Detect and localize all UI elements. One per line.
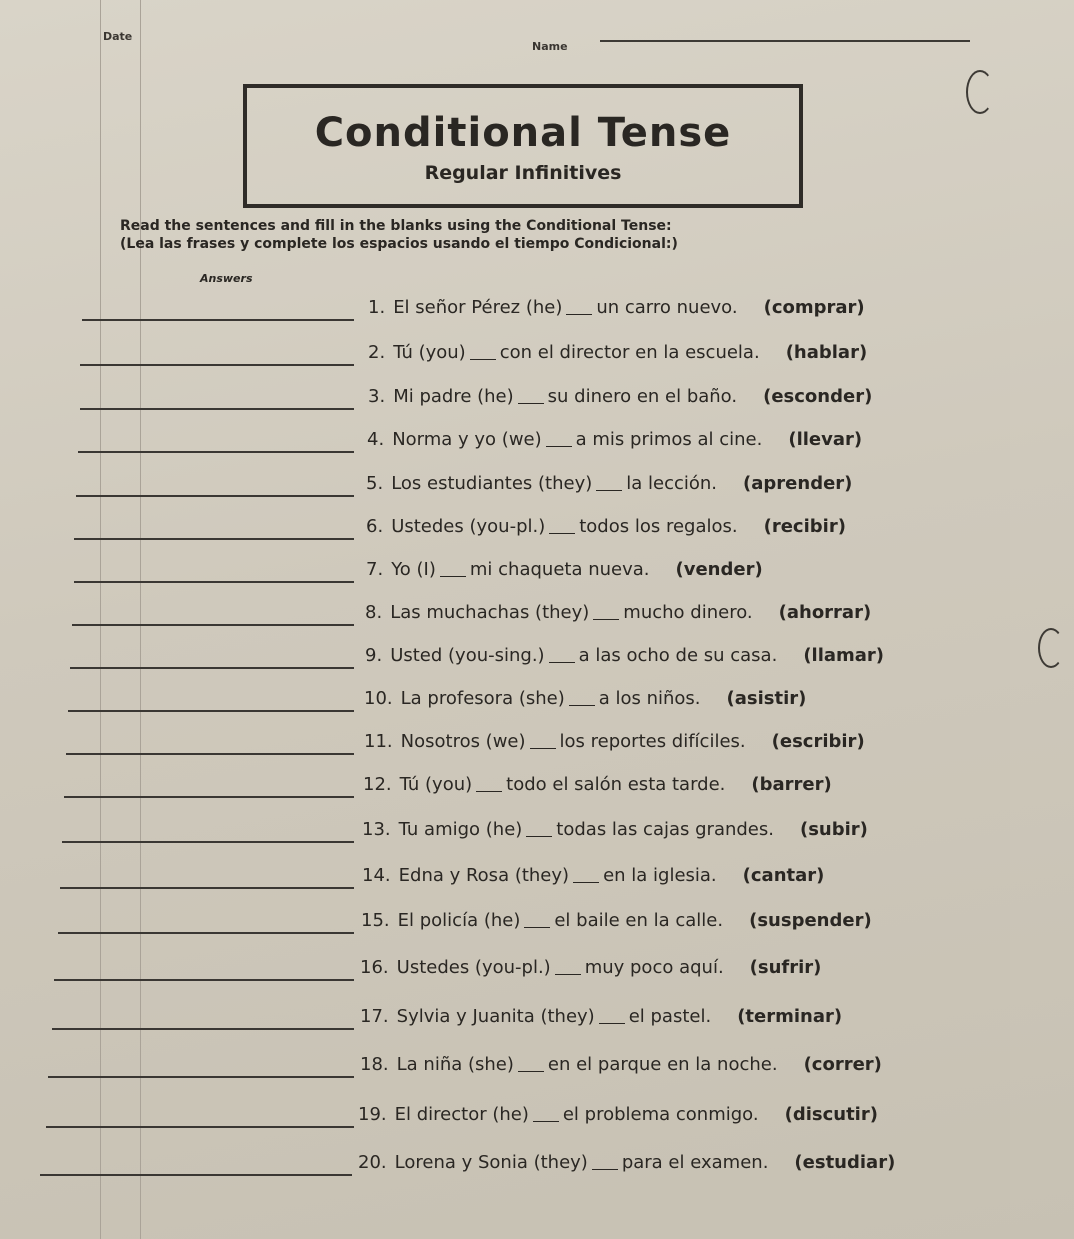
sentence-subject: El policía (he) [397, 910, 521, 931]
sentence-item [367, 429, 862, 450]
page-subtitle: Regular Infinitives [424, 162, 622, 184]
name-label: Name [532, 40, 568, 53]
sentence-blank[interactable] [549, 662, 575, 663]
sentence-subject: Usted (you-sing.) [390, 645, 545, 666]
show-through-rule [100, 0, 101, 1239]
sentence-subject: Los estudiantes (they) [391, 473, 593, 494]
sentence-number: 15. [361, 910, 390, 931]
sentence-blank[interactable] [476, 791, 502, 792]
infinitive-hint: (asistir) [726, 688, 807, 709]
sentence-item [368, 342, 867, 363]
answer-line[interactable] [80, 408, 354, 410]
infinitive-hint: (hablar) [785, 342, 868, 363]
margin-mark [1038, 628, 1064, 668]
sentence-rest: todo el salón esta tarde. [506, 774, 726, 795]
sentence-subject: Edna y Rosa (they) [398, 865, 570, 886]
answer-line[interactable] [76, 495, 354, 497]
date-label: Date [103, 30, 133, 43]
answer-line[interactable] [60, 887, 354, 889]
answer-line[interactable] [68, 710, 354, 712]
sentence-item [365, 645, 884, 666]
sentence-number: 3. [368, 386, 386, 407]
sentence-rest: con el director en la escuela. [499, 342, 760, 363]
answer-line[interactable] [82, 319, 354, 321]
sentence-item [358, 1104, 878, 1125]
sentence-number: 9. [365, 645, 383, 666]
sentence-rest: su dinero en el baño. [547, 386, 738, 407]
sentence-blank[interactable] [573, 882, 599, 883]
answer-line[interactable] [80, 364, 354, 366]
sentence-item [366, 559, 763, 580]
sentence-number: 11. [364, 731, 393, 752]
infinitive-hint: (suspender) [749, 910, 872, 931]
sentence-item [368, 297, 865, 318]
answer-line[interactable] [54, 979, 354, 981]
sentence-subject: Tú (you) [399, 774, 473, 795]
sentence-item [366, 516, 846, 537]
answer-line[interactable] [74, 581, 354, 583]
sentence-blank[interactable] [593, 619, 619, 620]
answer-line[interactable] [46, 1126, 354, 1128]
sentence-number: 17. [360, 1006, 389, 1027]
sentence-rest: en el parque en la noche. [547, 1054, 778, 1075]
sentence-item [368, 386, 872, 407]
sentence-subject: Norma y yo (we) [392, 429, 542, 450]
answer-line[interactable] [72, 624, 354, 626]
sentence-subject: Las muchachas (they) [390, 602, 590, 623]
sentence-number: 1. [368, 297, 386, 318]
infinitive-hint: (llamar) [803, 645, 885, 666]
answer-line[interactable] [52, 1028, 354, 1030]
sentence-blank[interactable] [555, 974, 581, 975]
sentence-number: 20. [358, 1152, 387, 1173]
sentence-subject: Ustedes (you-pl.) [396, 957, 551, 978]
infinitive-hint: (llevar) [788, 429, 863, 450]
answer-line[interactable] [58, 932, 354, 934]
infinitive-hint: (subir) [799, 819, 868, 840]
margin-mark [966, 70, 994, 114]
sentence-blank[interactable] [530, 748, 556, 749]
infinitive-hint: (escribir) [771, 731, 865, 752]
sentence-item [362, 819, 868, 840]
sentence-number: 16. [360, 957, 389, 978]
sentence-rest: todas las cajas grandes. [556, 819, 774, 840]
sentence-rest: mucho dinero. [623, 602, 753, 623]
sentence-rest: los reportes difíciles. [559, 731, 746, 752]
sentence-subject: Tú (you) [393, 342, 466, 363]
sentence-blank[interactable] [599, 1023, 625, 1024]
sentence-subject: Mi padre (he) [393, 386, 514, 407]
sentence-blank[interactable] [569, 705, 595, 706]
sentence-subject: Sylvia y Juanita (they) [396, 1006, 595, 1027]
sentence-rest: a mis primos al cine. [575, 429, 763, 450]
sentence-blank[interactable] [518, 1071, 544, 1072]
sentence-rest: el pastel. [628, 1006, 712, 1027]
sentence-item [360, 1006, 842, 1027]
infinitive-hint: (cantar) [742, 865, 825, 886]
sentence-rest: todos los regalos. [579, 516, 738, 537]
instructions-spanish: (Lea las frases y complete los espacios usando el tiempo Condicional:) [120, 236, 678, 252]
infinitive-hint: (correr) [803, 1054, 882, 1075]
infinitive-hint: (vender) [675, 559, 763, 580]
sentence-subject: Ustedes (you-pl.) [391, 516, 546, 537]
sentence-number: 6. [366, 516, 384, 537]
sentence-blank[interactable] [549, 533, 575, 534]
infinitive-hint: (esconder) [763, 386, 873, 407]
sentence-number: 14. [362, 865, 391, 886]
answer-line[interactable] [48, 1076, 354, 1078]
sentence-number: 2. [368, 342, 386, 363]
sentence-subject: El director (he) [394, 1104, 529, 1125]
infinitive-hint: (barrer) [751, 774, 832, 795]
sentence-blank[interactable] [526, 836, 552, 837]
answer-line[interactable] [78, 451, 354, 453]
sentence-blank[interactable] [524, 927, 550, 928]
sentence-blank[interactable] [518, 403, 544, 404]
infinitive-hint: (aprender) [743, 473, 853, 494]
instructions-english: Read the sentences and fill in the blanks using the Conditional Tense: [120, 218, 672, 234]
sentence-number: 10. [364, 688, 393, 709]
infinitive-hint: (terminar) [737, 1006, 843, 1027]
sentence-blank[interactable] [566, 314, 592, 315]
sentence-number: 5. [366, 473, 384, 494]
sentence-item [366, 473, 852, 494]
sentence-rest: a las ocho de su casa. [578, 645, 778, 666]
sentence-item [360, 1054, 882, 1075]
sentence-rest: el problema conmigo. [562, 1104, 759, 1125]
sentence-number: 12. [363, 774, 392, 795]
infinitive-hint: (sufrir) [749, 957, 822, 978]
sentence-item [362, 865, 824, 886]
infinitive-hint: (estudiar) [794, 1152, 896, 1173]
sentence-rest: un carro nuevo. [596, 297, 738, 318]
answer-line[interactable] [64, 796, 354, 798]
infinitive-hint: (recibir) [763, 516, 846, 537]
infinitive-hint: (discutir) [784, 1104, 878, 1125]
sentence-rest: en la iglesia. [603, 865, 717, 886]
sentence-number: 7. [366, 559, 384, 580]
sentence-subject: Tu amigo (he) [398, 819, 523, 840]
sentence-item [358, 1152, 895, 1173]
page-title: Conditional Tense [314, 110, 732, 156]
sentence-subject: El señor Pérez (he) [393, 297, 563, 318]
answer-line[interactable] [40, 1174, 352, 1176]
sentence-rest: el baile en la calle. [554, 910, 724, 931]
answer-line[interactable] [62, 841, 354, 843]
sentence-item [363, 774, 832, 795]
sentence-subject: Lorena y Sonia (they) [394, 1152, 588, 1173]
sentence-item [364, 731, 865, 752]
sentence-blank[interactable] [596, 490, 622, 491]
sentence-blank[interactable] [470, 359, 496, 360]
sentence-blank[interactable] [592, 1169, 618, 1170]
sentence-number: 13. [362, 819, 391, 840]
sentence-item [360, 957, 821, 978]
sentence-rest: para el examen. [621, 1152, 769, 1173]
sentence-item [361, 910, 872, 931]
sentence-rest: la lección. [626, 473, 718, 494]
sentence-number: 19. [358, 1104, 387, 1125]
sentence-item [365, 602, 871, 623]
sentence-subject: Yo (I) [391, 559, 436, 580]
show-through-rule [140, 0, 141, 1239]
sentence-subject: La profesora (she) [400, 688, 565, 709]
sentence-number: 18. [360, 1054, 389, 1075]
sentence-blank[interactable] [546, 446, 572, 447]
title-box [243, 84, 803, 208]
sentence-item [364, 688, 806, 709]
sentence-subject: La niña (she) [396, 1054, 514, 1075]
answer-line[interactable] [74, 538, 354, 540]
sentence-number: 4. [367, 429, 385, 450]
infinitive-hint: (ahorrar) [778, 602, 872, 623]
answers-label: Answers [200, 272, 253, 285]
sentence-rest: a los niños. [598, 688, 701, 709]
sentence-blank[interactable] [440, 576, 466, 577]
answer-line[interactable] [70, 667, 354, 669]
sentence-subject: Nosotros (we) [400, 731, 526, 752]
sentence-rest: muy poco aquí. [584, 957, 724, 978]
sentence-blank[interactable] [533, 1121, 559, 1122]
answer-line[interactable] [66, 753, 354, 755]
infinitive-hint: (comprar) [763, 297, 865, 318]
sentence-number: 8. [365, 602, 383, 623]
name-line [600, 40, 970, 42]
sentence-rest: mi chaqueta nueva. [469, 559, 650, 580]
